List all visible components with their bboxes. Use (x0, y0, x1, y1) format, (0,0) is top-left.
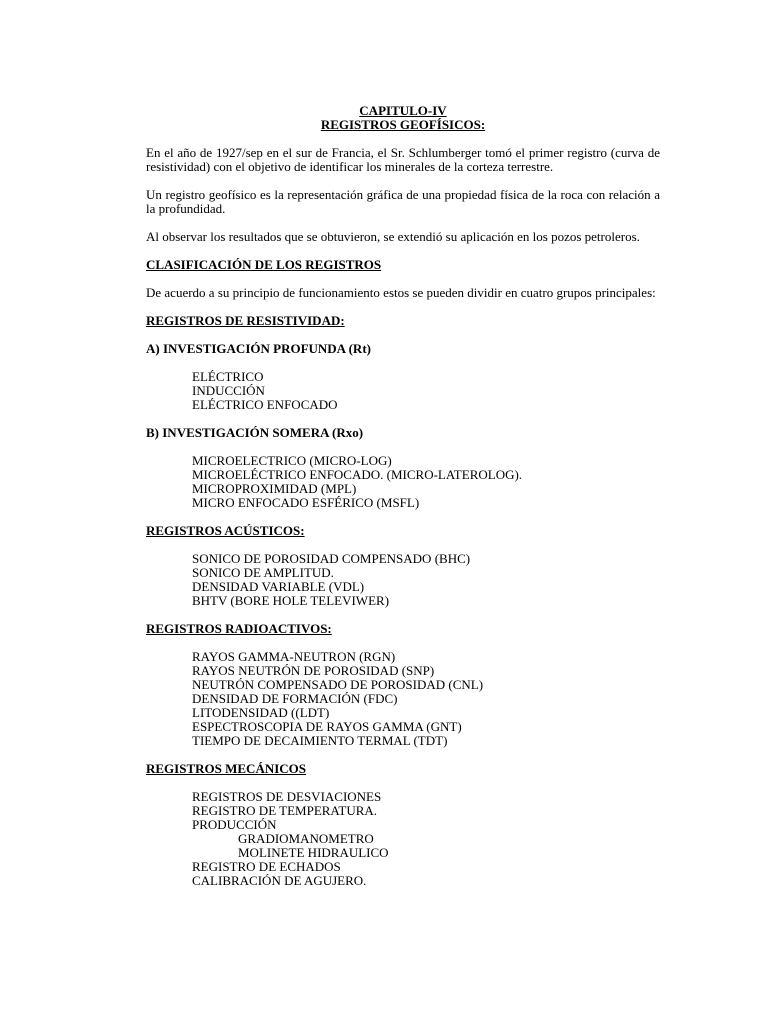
list-item: REGISTROS DE DESVIACIONES (192, 789, 382, 804)
list-radioactivos (192, 650, 660, 748)
list-item: DENSIDAD VARIABLE (VDL) (192, 579, 365, 594)
list-item: ELÉCTRICO (192, 369, 264, 384)
intro-paragraph-3: Al observar los resultados que se obtuvieron, se extendió su aplicación en los pozos petroleros. (146, 229, 640, 244)
intro-paragraph-2: Un registro geofísico es la representación gráfica de una propiedad física de la roca con relación a la profundidad. (146, 187, 660, 216)
clasificacion-intro: De acuerdo a su principio de funcionamiento estos se pueden dividir en cuatro grupos principales: (146, 285, 656, 300)
chapter-title (146, 104, 660, 132)
list-item: REGISTRO DE ECHADOS (192, 859, 341, 874)
list-item: RAYOS NEUTRÓN DE POROSIDAD (SNP) (192, 663, 435, 678)
list-item: NEUTRÓN COMPENSADO DE POROSIDAD (CNL) (192, 677, 484, 692)
list-item: ELÉCTRICO ENFOCADO (192, 397, 338, 412)
list-item: MICRO ENFOCADO ESFÉRICO (MSFL) (192, 495, 420, 510)
list-item: REGISTRO DE TEMPERATURA. (192, 803, 378, 818)
list-mecanicos (192, 790, 660, 888)
section-heading-clasificacion: CLASIFICACIÓN DE LOS REGISTROS (146, 257, 382, 272)
list-item: SONICO DE POROSIDAD COMPENSADO (BHC) (192, 551, 471, 566)
section-heading-mecanicos: REGISTROS MECÁNICOS (146, 761, 307, 776)
list-subitem: GRADIOMANOMETRO (238, 831, 374, 846)
subheading-profunda: A) INVESTIGACIÓN PROFUNDA (Rt) (146, 341, 371, 356)
list-item: DENSIDAD DE FORMACIÓN (FDC) (192, 691, 398, 706)
list-item: RAYOS GAMMA-NEUTRON (RGN) (192, 649, 396, 664)
section-heading-acusticos: REGISTROS ACÚSTICOS: (146, 523, 305, 538)
list-item: SONICO DE AMPLITUD. (192, 565, 334, 580)
section-heading-resistividad: REGISTROS DE RESISTIVIDAD: (146, 313, 345, 328)
section-heading-radioactivos: REGISTROS RADIOACTIVOS: (146, 621, 332, 636)
list-somera (192, 454, 660, 510)
chapter-subtitle: REGISTROS GEOFÍSICOS: (320, 117, 486, 132)
intro-paragraph-1: En el año de 1927/sep en el sur de Francia, el Sr. Schlumberger tomó el primer registro (curva de resistividad) con el objetivo de identificar los minerales de la corteza terrestre. (146, 145, 660, 174)
list-item: TIEMPO DE DECAIMIENTO TERMAL (TDT) (192, 733, 448, 748)
subheading-somera: B) INVESTIGACIÓN SOMERA (Rxo) (146, 425, 364, 440)
list-item: PRODUCCIÓN (192, 817, 277, 832)
list-item: BHTV (BORE HOLE TELEVIWER) (192, 593, 390, 608)
list-subitem: MOLINETE HIDRAULICO (238, 845, 389, 860)
list-item: INDUCCIÓN (192, 383, 265, 398)
list-item: ESPECTROSCOPIA DE RAYOS GAMMA (GNT) (192, 719, 462, 734)
list-profunda (192, 370, 660, 412)
document-page (146, 104, 660, 902)
list-item: MICROELECTRICO (MICRO-LOG) (192, 453, 392, 468)
list-item: CALIBRACIÓN DE AGUJERO. (192, 873, 367, 888)
list-item: LITODENSIDAD ((LDT) (192, 705, 330, 720)
chapter-number: CAPITULO-IV (359, 103, 447, 118)
list-acusticos (192, 552, 660, 608)
list-item: MICROPROXIMIDAD (MPL) (192, 481, 357, 496)
list-item: MICROELÉCTRICO ENFOCADO. (MICRO-LATEROLOG). (192, 467, 523, 482)
